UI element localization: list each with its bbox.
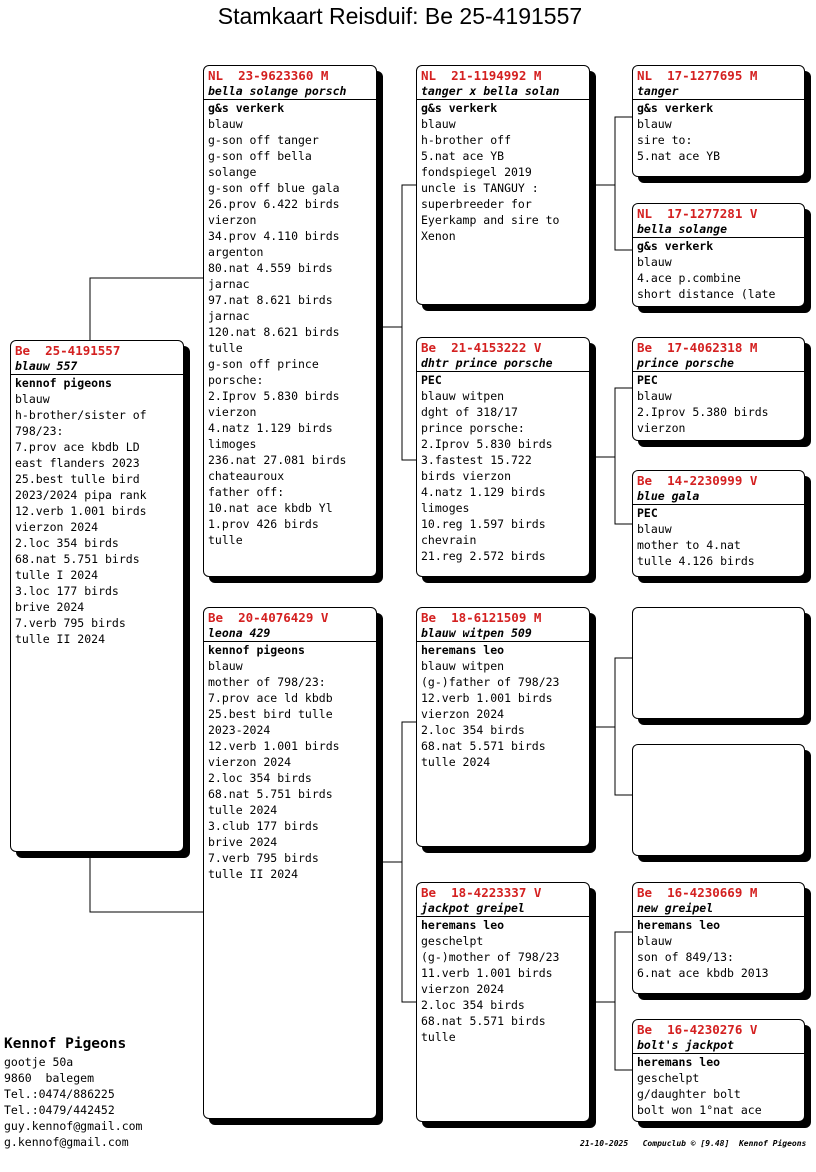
performance-line: 3.loc 177 birds [15,584,119,598]
performance-line: 4.natz 1.129 birds [208,421,333,435]
performance-line: bolt won 1°nat ace [637,1103,762,1117]
performance-line: tulle 4.126 birds [637,554,755,568]
performance-line: 3.club 177 birds [208,819,319,833]
pigeon-color: blauw [15,392,50,406]
performance-line: g-son off bella [208,149,312,163]
performance-line: uncle is TANGUY : [421,181,539,195]
performance-lines [633,537,804,569]
performance-line: porsche: [208,373,264,387]
pigeon-card-mm [416,882,590,1122]
pigeon-card-ff [416,65,590,305]
pigeon-color: blauw witpen [421,389,505,403]
performance-line: 12.verb 1.001 birds [421,691,553,705]
ring-number: Be 18-6121509 M [421,610,542,625]
performance-line: g/daughter bolt [637,1087,741,1101]
ring-number: Be 14-2230999 V [637,473,758,488]
breeder-email-1: guy.kennof@gmail.com [4,1119,143,1133]
performance-line: tulle [208,341,243,355]
pigeon-card-fmm [632,470,805,577]
performance-line: Eyerkamp and sire to [421,213,560,227]
pigeon-name: blue gala [633,489,804,505]
footer-credit: 21-10-2025 Compuclub © [9.48] Kennof Pigeons [580,1139,807,1148]
performance-line: 4.natz 1.129 birds [421,485,546,499]
pigeon-name: new greipel [633,901,804,917]
performance-line: 3.fastest 15.722 [421,453,532,467]
ring-number: NL 23-9623360 M [208,68,329,83]
pigeon-name: jackpot greipel [417,901,589,917]
performance-line: 236.nat 27.081 birds [208,453,347,467]
pigeon-card-mfm-empty [632,744,805,856]
performance-lines [633,270,804,302]
pigeon-name: prince porsche [633,356,804,372]
performance-line: jarnac [208,309,250,323]
pigeon-name: blauw witpen 509 [417,626,589,642]
pigeon-card-fm [416,337,590,577]
performance-line: mother to 4.nat [637,538,741,552]
performance-line: tulle I 2024 [15,568,99,582]
breeder-phone-2: Tel.:0479/442452 [4,1103,115,1117]
page-title: Stamkaart Reisduif: Be 25-4191557 [217,3,583,29]
performance-lines [417,132,589,244]
pigeon-color: geschelpt [421,934,484,948]
performance-line: (g-)father of 798/23 [421,675,560,689]
performance-line: 21.reg 2.572 birds [421,549,546,563]
ring-number: NL 17-1277281 V [637,206,758,221]
performance-line: mother of 798/23: [208,675,326,689]
performance-line: vierzon [208,213,257,227]
performance-line: vierzon 2024 [421,982,505,996]
performance-line: chateauroux [208,469,285,483]
pigeon-color: blauw [637,522,672,536]
pigeon-card-ffm [632,203,805,307]
owner-name: PEC [637,506,658,520]
pigeon-color: blauw witpen [421,659,505,673]
ring-number: NL 21-1194992 M [421,68,542,83]
performance-line: limoges [421,501,470,515]
breeder-city: 9860 balegem [4,1071,95,1085]
performance-line: 7.prov ace ld kbdb [208,691,333,705]
pigeon-color: blauw [637,934,672,948]
performance-line: 2.loc 354 birds [15,536,119,550]
performance-line: vierzon 2024 [15,520,99,534]
performance-line: 4.ace p.combine [637,271,741,285]
performance-lines [633,949,804,981]
performance-lines [633,404,804,436]
performance-line: vierzon 2024 [208,755,292,769]
performance-lines [417,949,589,1045]
performance-line: g-son off prince [208,357,319,371]
pigeon-card-mf [416,607,590,847]
owner-name: heremans leo [637,1055,721,1069]
performance-line: Xenon [421,229,456,243]
performance-line: 1.prov 426 birds [208,517,319,531]
ring-number: Be 16-4230276 V [637,1022,758,1037]
performance-line: 80.nat 4.559 birds [208,261,333,275]
owner-name: kennof pigeons [208,643,305,657]
pigeon-color: blauw [637,117,672,131]
performance-line: h-brother off [421,133,512,147]
performance-line: 2.Iprov 5.830 birds [421,437,553,451]
pigeon-card-mff-empty [632,607,805,719]
performance-line: jarnac [208,277,250,291]
performance-line: 2.loc 354 birds [208,771,312,785]
performance-line: h-brother/sister of [15,408,147,422]
performance-line: tulle II 2024 [15,632,106,646]
ring-number: Be 21-4153222 V [421,340,542,355]
pigeon-color: blauw [208,659,243,673]
owner-name: g&s verkerk [637,101,714,115]
performance-line: superbreeder for [421,197,532,211]
performance-line: vierzon [637,421,686,435]
performance-line: dght of 318/17 [421,405,518,419]
ring-number: Be 18-4223337 V [421,885,542,900]
performance-line: brive 2024 [208,835,278,849]
owner-name: PEC [421,373,442,387]
performance-line: prince porsche: [421,421,525,435]
pigeon-name: bella solange porsch [204,84,376,100]
performance-line: fondspiegel 2019 [421,165,532,179]
pigeon-card-fff [632,65,805,177]
owner-name: g&s verkerk [637,239,714,253]
performance-lines [633,132,804,164]
performance-line: solange [208,165,257,179]
performance-line: 68.nat 5.751 birds [208,787,333,801]
performance-line: 25.best bird tulle [208,707,333,721]
pigeon-color: blauw [637,255,672,269]
performance-line: 12.verb 1.001 birds [208,739,340,753]
performance-line: east flanders 2023 [15,456,140,470]
breeder-address: gootje 50a [4,1055,74,1069]
performance-line: 2.Iprov 5.830 birds [208,389,340,403]
performance-line: 6.nat ace kbdb 2013 [637,966,769,980]
performance-line: tulle II 2024 [208,867,299,881]
pigeon-name: leona 429 [204,626,376,642]
performance-line: 2023/2024 pipa rank [15,488,147,502]
performance-line: argenton [208,245,264,259]
performance-lines [204,132,376,548]
pigeon-name: blauw 557 [11,359,183,375]
performance-line: g-son off blue gala [208,181,340,195]
pigeon-name: bolt's jackpot [633,1038,804,1054]
pigeon-card-mother [203,607,377,1119]
performance-line: 10.nat ace kbdb Yl [208,501,333,515]
performance-line: 2.loc 354 birds [421,723,525,737]
owner-name: g&s verkerk [421,101,498,115]
ring-number: Be 20-4076429 V [208,610,329,625]
performance-line: 68.nat 5.571 birds [421,1014,546,1028]
pigeon-color: geschelpt [637,1071,700,1085]
pigeon-color: blauw [421,117,456,131]
performance-line: chevrain [421,533,477,547]
performance-line: 2.Iprov 5.380 birds [637,405,769,419]
performance-line: vierzon [208,405,257,419]
breeder-name: Kennof Pigeons [4,1036,127,1052]
pigeon-name: tanger [633,84,804,100]
performance-line: brive 2024 [15,600,85,614]
pigeon-card-mmf [632,882,805,994]
performance-line: 11.verb 1.001 birds [421,966,553,980]
performance-line: vierzon 2024 [421,707,505,721]
performance-line: 34.prov 4.110 birds [208,229,340,243]
performance-line: 10.reg 1.597 birds [421,517,546,531]
ring-number: NL 17-1277695 M [637,68,758,83]
pigeon-card-fmf [632,337,805,441]
owner-name: heremans leo [421,643,505,657]
performance-line: tulle 2024 [421,755,491,769]
performance-lines [204,674,376,882]
performance-line: tulle 2024 [208,803,278,817]
ring-number: Be 16-4230669 M [637,885,758,900]
performance-lines [633,1086,804,1118]
breeder-phone-1: Tel.:0474/886225 [4,1087,115,1101]
owner-name: heremans leo [421,918,505,932]
performance-line: father off: [208,485,285,499]
performance-line: tulle [421,1030,456,1044]
performance-line: 7.prov ace kbdb LD [15,440,140,454]
performance-line: 68.nat 5.571 birds [421,739,546,753]
owner-name: heremans leo [637,918,721,932]
performance-line: 2.loc 354 birds [421,998,525,1012]
ring-number: Be 25-4191557 [15,343,121,358]
pigeon-name: bella solange [633,222,804,238]
breeder-email-2: g.kennof@gmail.com [4,1135,129,1149]
performance-line: 120.nat 8.621 birds [208,325,340,339]
owner-name: PEC [637,373,658,387]
pigeon-color: blauw [208,117,243,131]
performance-line: 12.verb 1.001 birds [15,504,147,518]
performance-line: tulle [208,533,243,547]
performance-line: sire to: [637,133,693,147]
performance-line: 7.verb 795 birds [208,851,319,865]
performance-line: 798/23: [15,424,64,438]
performance-line: 7.verb 795 birds [15,616,126,630]
owner-name: kennof pigeons [15,376,112,390]
performance-line: 5.nat ace YB [637,149,721,163]
pigeon-card-subject [10,340,184,852]
performance-line: 5.nat ace YB [421,149,505,163]
performance-line: g-son off tanger [208,133,319,147]
performance-line: 97.nat 8.621 birds [208,293,333,307]
performance-line: 2023-2024 [208,723,271,737]
performance-line: (g-)mother of 798/23 [421,950,560,964]
performance-line: 25.best tulle bird [15,472,140,486]
pigeon-card-father [203,65,377,577]
breeder-info [4,1034,142,1150]
owner-name: g&s verkerk [208,101,285,115]
pigeon-color: blauw [637,389,672,403]
pigeon-card-mmm [632,1019,805,1122]
performance-lines [417,674,589,770]
pigeon-name: dhtr prince porsche [417,356,589,372]
performance-line: 68.nat 5.751 birds [15,552,140,566]
pigeon-name: tanger x bella solan [417,84,589,100]
performance-line: birds vierzon [421,469,512,483]
performance-line: 26.prov 6.422 birds [208,197,340,211]
performance-line: son of 849/13: [637,950,734,964]
ring-number: Be 17-4062318 M [637,340,758,355]
performance-line: limoges [208,437,257,451]
performance-lines [417,404,589,564]
performance-lines [11,407,183,647]
performance-line: short distance (late [637,287,776,301]
